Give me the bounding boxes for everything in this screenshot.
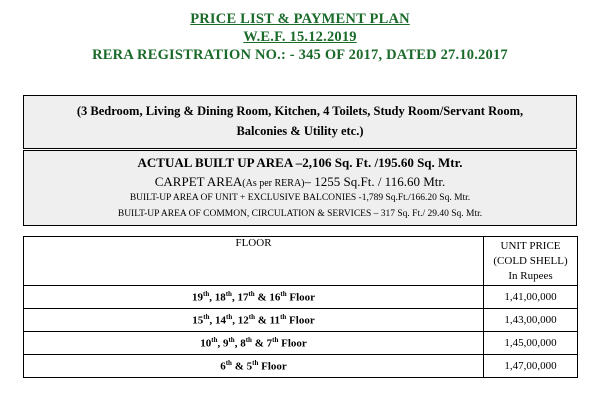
unit-price-cell: 1,41,00,000 xyxy=(484,286,578,309)
carpet-area-label: CARPET AREA xyxy=(154,174,243,189)
floor-label: Floor xyxy=(278,337,307,350)
ordinal-suffix: th xyxy=(248,290,255,299)
unit-price-column-header xyxy=(484,237,578,286)
unit-price-cell: 1,45,00,000 xyxy=(484,332,578,355)
unit-price-cell: 1,47,00,000 xyxy=(484,355,578,378)
ordinal-suffix: th xyxy=(211,336,218,345)
ordinal-suffix: th xyxy=(225,359,232,368)
floor-number: 11 xyxy=(269,314,281,327)
unit-price-header-line-2: (COLD SHELL) xyxy=(493,254,568,267)
carpet-area xyxy=(24,174,576,190)
ordinal-suffix: th xyxy=(280,313,287,322)
floor-number: 6 xyxy=(220,360,226,373)
unit-config-line-2: Balconies & Utility etc.) xyxy=(236,124,364,138)
floor-number: 18 xyxy=(214,291,226,304)
common-area: BUILT-UP AREA OF COMMON, CIRCULATION & SERVICES – 317 Sq. Ft./ 29.40 Sq. Mtr. xyxy=(117,209,483,219)
ordinal-suffix: th xyxy=(280,290,287,299)
price-table-header xyxy=(24,237,578,286)
floor-number: 17 xyxy=(237,291,249,304)
ordinal-suffix: th xyxy=(272,336,279,345)
rera-registration: RERA REGISTRATION NO.: - 345 OF 2017, DATED 27.10.2017 xyxy=(92,47,508,63)
area-details-box xyxy=(23,150,577,226)
price-table-row xyxy=(24,286,578,309)
ordinal-suffix: th xyxy=(203,313,210,322)
price-table xyxy=(23,236,578,378)
floor-label: Floor xyxy=(286,314,315,327)
floor-cell: 6th & 5th Floor xyxy=(24,355,484,378)
floor-number: 14 xyxy=(215,314,227,327)
unit-configuration-box xyxy=(23,95,577,149)
actual-built-up-area: ACTUAL BUILT UP AREA –2,106 Sq. Ft. /195.60 Sq. Mtr. xyxy=(137,155,463,170)
carpet-area-value: – 1255 Sq.Ft. / 116.60 Mtr. xyxy=(304,174,446,189)
ordinal-suffix: th xyxy=(252,359,259,368)
title-effective-date: W.E.F. 15.12.2019 xyxy=(243,29,357,45)
ordinal-suffix: th xyxy=(202,290,210,299)
ordinal-suffix: th xyxy=(226,313,233,322)
floor-number: 19 xyxy=(191,291,203,304)
unit-price-header-line-3: In Rupees xyxy=(508,269,553,282)
floor-number: 9 xyxy=(222,337,229,350)
unit-config-line-1: (3 Bedroom, Living & Dining Room, Kitchen, 4 Toilets, Study Room/Servant Room, xyxy=(76,104,524,118)
title-price-list: PRICE LIST & PAYMENT PLAN xyxy=(190,11,410,27)
ordinal-suffix: th xyxy=(245,336,252,345)
floor-number: 16 xyxy=(269,291,281,304)
floor-column-header: FLOOR xyxy=(24,237,484,286)
floor-cell: 10th, 9th, 8th & 7th Floor xyxy=(24,332,484,355)
unit-balconies-area: BUILT-UP AREA OF UNIT + EXCLUSIVE BALCONIES -1,789 Sq.Ft./166.20 Sq. Mtr. xyxy=(129,193,471,203)
floor-label: Floor xyxy=(286,291,316,304)
unit-price-cell: 1,43,00,000 xyxy=(484,309,578,332)
floor-number: 7 xyxy=(266,337,273,350)
price-table-row xyxy=(24,309,578,332)
floor-number: 8 xyxy=(240,337,246,350)
floor-number: 10 xyxy=(200,337,212,350)
floor-number: 12 xyxy=(237,314,249,327)
ordinal-suffix: th xyxy=(228,336,235,345)
floor-number: 15 xyxy=(192,314,204,327)
floor-label: Floor xyxy=(258,360,287,373)
ordinal-suffix: th xyxy=(225,290,232,299)
price-table-row xyxy=(24,355,578,378)
ordinal-suffix: th xyxy=(248,313,255,322)
carpet-area-note: (As per RERA) xyxy=(242,178,305,189)
floor-number: 5 xyxy=(246,360,253,373)
unit-price-header-line-1: UNIT PRICE xyxy=(500,239,561,252)
floor-cell: 19th, 18th, 17th & 16th Floor xyxy=(24,286,484,309)
floor-cell: 15th, 14th, 12th & 11th Floor xyxy=(24,309,484,332)
price-table-row xyxy=(24,332,578,355)
